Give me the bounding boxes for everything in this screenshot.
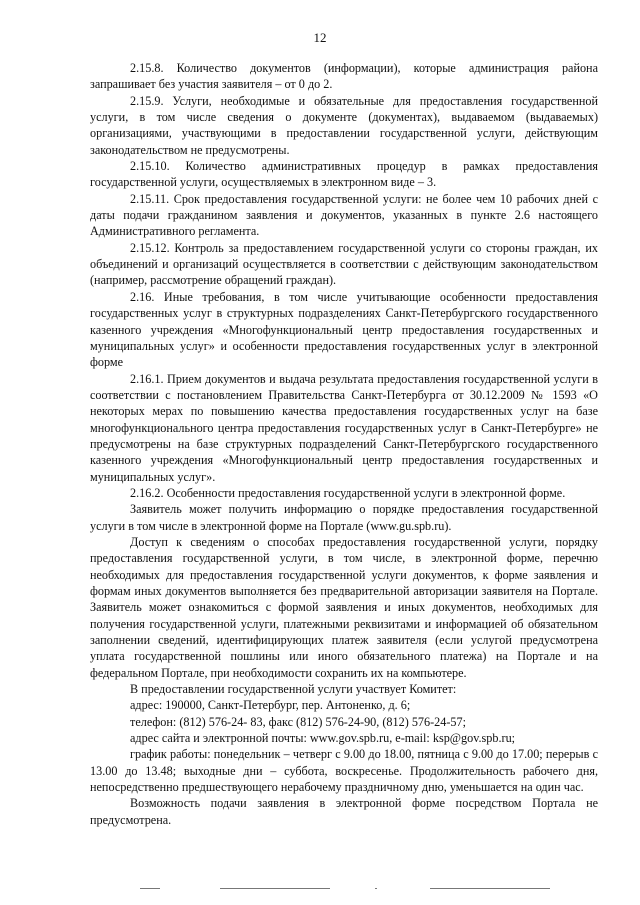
- page-number: 12: [313, 30, 327, 45]
- scan-mark: [140, 888, 160, 889]
- scan-mark: [430, 888, 550, 889]
- paragraph-2-16-2: 2.16.2. Особенности предоставления государственной услуги в электронной форме.: [130, 485, 566, 500]
- paragraph-2-15-9: 2.15.9. Услуги, необходимые и обязательные для предоставления государственной услуги, в том числе сведения о документе (документах), выдаваемом (выдаваемых) организациями, участвующими в предоставлении государственной услуги, действующим законодательством не предусмотрены.: [90, 93, 598, 157]
- committee-website-email: адрес сайта и электронной почты: www.gov.spb.ru, e-mail: ksp@gov.spb.ru;: [130, 731, 516, 746]
- paragraph-no-electronic-submission: Возможность подачи заявления в электронной форме посредством Портала не предусмотрена.: [90, 796, 598, 827]
- document-body: [90, 60, 598, 828]
- paragraph-portal-access: Доступ к сведениям о способах предоставления государственной услуги, порядку предоставления государственной услуги, в том числе, в электронной форме, перечню необходимых для предоставления государственной услуги документов, к форме заявления и формам иных документов выполняется без предварительной авторизации заявителя на Портале. Заявитель может ознакомиться с формой заявления и иных документов, необходимых для получения государственной услуги, платежными реквизитами и информацией об обязательном заполнении сведений, идентифицирующих платеж заявителя (если услугой предусмотрена уплата государственной пошлины или иного обязательного платежа) на Портале и на федеральном Портале, при необходимости сохранить их на компьютере.: [90, 534, 598, 680]
- scan-footer-marks: [140, 888, 560, 894]
- paragraph-2-15-12: 2.15.12. Контроль за предоставлением государственной услуги со стороны граждан, их объединений и организаций осуществляется в соответствии с действующим законодательством (например, рассмотрение обращений граждан).: [90, 240, 598, 288]
- paragraph-2-16-1: 2.16.1. Прием документов и выдача результата предоставления государственной услуги в соответствии с постановлением Правительства Санкт-Петербурга от 30.12.2009 № 1593 «О некоторых мерах по повышению качества предоставления государственных услуг на базе многофункционального центра предоставления государственных услуг в Санкт-Петербурге» не предусмотрены на базе структурных подразделений Санкт-Петербургского государственного казенного учреждения «Многофункциональный центр предоставления государственных и муниципальных услуг».: [90, 371, 598, 484]
- paragraph-2-15-8: 2.15.8. Количество документов (информации), которые администрация района запрашивает без участия заявителя – от 0 до 2.: [90, 61, 598, 92]
- paragraph-applicant-info: Заявитель может получить информацию о порядке предоставления государственной услуги в том числе в электронной форме на Портале (www.gu.spb.ru).: [90, 502, 598, 533]
- scan-mark: [375, 888, 377, 889]
- scan-mark: [220, 888, 330, 889]
- committee-schedule: график работы: понедельник – четверг с 9.00 до 18.00, пятница с 9.00 до 17.00; перерыв с 13.00 до 13.48; выходные дни – суббота, воскресенье. Продолжительность рабочего дня, непосредственно предшествующего нерабочему праздничному дню, уменьшается на один час.: [90, 747, 598, 795]
- paragraph-committee: В предоставлении государственной услуги участвует Комитет:: [130, 682, 457, 697]
- paragraph-2-16: 2.16. Иные требования, в том числе учитывающие особенности предоставления государственных услуг в структурных подразделениях Санкт-Петербургского государственного казенного учреждения «Многофункциональный центр предоставления государственных и муниципальных услуг» и особенности предоставления государственных услуг в электронной форме: [90, 289, 598, 370]
- committee-phone: телефон: (812) 576-24- 83, факс (812) 576-24-90, (812) 576-24-57;: [130, 714, 466, 729]
- committee-address: адрес: 190000, Санкт-Петербург, пер. Антоненко, д. 6;: [130, 698, 411, 713]
- paragraph-2-15-10: 2.15.10. Количество административных процедур в рамках предоставления государственной услуги, осуществляемых в электронном виде – 3.: [90, 159, 598, 190]
- paragraph-2-15-11: 2.15.11. Срок предоставления государственной услуги: не более чем 10 рабочих дней с даты подачи гражданином заявления и документов, указанных в пункте 2.6 настоящего Административного регламента.: [90, 191, 598, 239]
